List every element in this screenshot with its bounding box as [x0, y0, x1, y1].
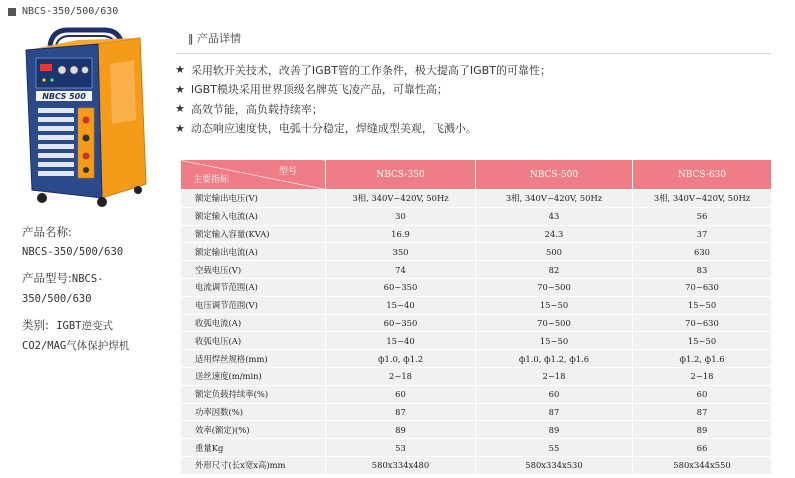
table-row: [181, 225, 772, 243]
product-image: [22, 24, 150, 210]
table-row: [181, 421, 772, 439]
spec-value-cell: 3相, 340V~420V, 50Hz: [326, 190, 476, 208]
spec-value-cell: 15~50: [633, 296, 772, 314]
product-category-block: [22, 315, 167, 356]
table-row: [181, 456, 772, 474]
spec-name-cell: 额定输入电流(A): [181, 207, 326, 225]
feature-item: [175, 99, 551, 119]
feature-text: 高效节能，高负载持续率；: [190, 102, 323, 116]
table-row: [181, 296, 772, 314]
model-title: NBCS-350/500/630: [22, 6, 119, 17]
spec-name-cell: 额定负载持续率(%): [181, 385, 326, 403]
spec-value-cell: 60: [633, 385, 772, 403]
section-bar-icon: ‖: [188, 32, 194, 45]
product-model-block: [22, 268, 167, 309]
spec-value-cell: 580x344x550: [633, 456, 772, 474]
product-name-label: 产品名称:: [22, 225, 72, 239]
star-icon: ★: [175, 102, 185, 116]
spec-value-cell: 630: [633, 243, 772, 261]
spec-value-cell: 2~18: [633, 367, 772, 385]
spec-value-cell: 60: [476, 385, 633, 403]
spec-value-cell: 580x334x480: [326, 456, 476, 474]
panel-brand-text: NBCS 500: [42, 92, 86, 101]
spec-value-cell: 70~630: [633, 278, 772, 296]
spec-value-cell: 15~50: [476, 296, 633, 314]
model-header: NBCS-630: [633, 160, 772, 190]
spec-name-cell: 重量Kg: [181, 439, 326, 457]
spec-value-cell: 2~18: [326, 367, 476, 385]
spec-value-cell: 2~18: [476, 367, 633, 385]
spec-name-cell: 收弧电流(A): [181, 314, 326, 332]
spec-name-cell: 外形尺寸(长x宽x高)mm: [181, 456, 326, 474]
spec-value-cell: 53: [326, 439, 476, 457]
spec-value-cell: 24.3: [476, 225, 633, 243]
feature-text: 采用软开关技术，改善了IGBT管的工作条件，极大提高了IGBT的可靠性；: [190, 63, 551, 77]
spec-value-cell: 82: [476, 261, 633, 279]
product-category-label: 类别:: [22, 318, 49, 332]
spec-value-cell: 3相, 340V~420V, 50Hz: [476, 190, 633, 208]
star-icon: ★: [175, 121, 185, 135]
product-category-value-2: CO2/MAG气体保护焊机: [22, 340, 130, 352]
spec-name-cell: 空载电压(V): [181, 261, 326, 279]
spec-value-cell: 15~50: [633, 332, 772, 350]
spec-value-cell: 60~350: [326, 314, 476, 332]
spec-value-cell: 15~40: [326, 296, 476, 314]
spec-value-cell: 60~350: [326, 278, 476, 296]
header-model-label: 型号: [278, 167, 297, 177]
spec-value-cell: 70~500: [476, 314, 633, 332]
table-row: [181, 367, 772, 385]
star-icon: ★: [175, 63, 185, 77]
spec-value-cell: 43: [476, 207, 633, 225]
product-model-value-1: NBCS-: [71, 273, 104, 285]
title-square-icon: [8, 8, 16, 16]
spec-name-cell: 额定输出电流(A): [181, 243, 326, 261]
spec-value-cell: ф1.0, ф1.2, ф1.6: [476, 350, 633, 368]
spec-value-cell: 3相, 340V~420V, 50Hz: [633, 190, 772, 208]
spec-value-cell: 87: [476, 403, 633, 421]
table-row: [181, 403, 772, 421]
spec-value-cell: 87: [633, 403, 772, 421]
spec-value-cell: ф1.2, ф1.6: [633, 350, 772, 368]
spec-value-cell: 37: [633, 225, 772, 243]
spec-name-cell: 额定输出电压(V): [181, 190, 326, 208]
spec-value-cell: 55: [476, 439, 633, 457]
spec-value-cell: 66: [633, 439, 772, 457]
feature-item: [175, 60, 551, 80]
table-row: [181, 278, 772, 296]
table-row: [181, 243, 772, 261]
header-index-label: 主要指标: [193, 175, 230, 185]
spec-header-corner: [181, 160, 326, 190]
product-model-value-2: 350/500/630: [22, 293, 92, 305]
spec-name-cell: 收弧电压(A): [181, 332, 326, 350]
spec-value-cell: 15~50: [476, 332, 633, 350]
table-row: [181, 439, 772, 457]
feature-text: 动态响应速度快，电弧十分稳定，焊缝成型美观，飞溅小。: [190, 122, 477, 136]
spec-value-cell: 70~630: [633, 314, 772, 332]
product-model-label: 产品型号:: [22, 271, 72, 285]
product-name-block: [22, 222, 167, 262]
spec-value-cell: 30: [326, 207, 476, 225]
spec-value-cell: 70~500: [476, 278, 633, 296]
spec-name-cell: 送丝速度(m/min): [181, 367, 326, 385]
product-name-value: NBCS-350/500/630: [22, 246, 124, 258]
spec-name-cell: 电流调节范围(A): [181, 278, 326, 296]
feature-item: [175, 119, 551, 139]
spec-name-cell: 功率因数(%): [181, 403, 326, 421]
table-row: [181, 207, 772, 225]
table-row: [181, 314, 772, 332]
feature-item: [175, 80, 551, 100]
spec-value-cell: 89: [476, 421, 633, 439]
spec-value-cell: 87: [326, 403, 476, 421]
spec-name-cell: 适用焊丝规格(mm): [181, 350, 326, 368]
product-category-value-1: IGBT逆变式: [56, 320, 113, 332]
section-title-text: 产品详情: [197, 32, 241, 45]
spec-value-cell: 500: [476, 243, 633, 261]
table-row: [181, 261, 772, 279]
spec-table-header-row: [181, 160, 772, 190]
model-header: NBCS-500: [476, 160, 633, 190]
spec-table-body: [181, 190, 772, 475]
spec-value-cell: 60: [326, 385, 476, 403]
section-divider: [176, 53, 771, 54]
table-row: [181, 385, 772, 403]
feature-list: [175, 60, 551, 138]
spec-value-cell: 350: [326, 243, 476, 261]
star-icon: ★: [175, 82, 185, 96]
model-header: NBCS-350: [326, 160, 476, 190]
spec-value-cell: 89: [326, 421, 476, 439]
feature-text: IGBT模块采用世界顶级名牌英飞凌产品，可靠性高；: [190, 83, 448, 97]
spec-value-cell: 580x334x530: [476, 456, 633, 474]
spec-name-cell: 额定输入容量(KVA): [181, 225, 326, 243]
product-info: [22, 222, 167, 362]
spec-value-cell: ф1.0, ф1.2: [326, 350, 476, 368]
page-title: [8, 6, 118, 17]
section-title: [188, 30, 241, 46]
spec-name-cell: 效率(额定)(%): [181, 421, 326, 439]
spec-value-cell: 83: [633, 261, 772, 279]
spec-name-cell: 电压调节范围(V): [181, 296, 326, 314]
table-row: [181, 350, 772, 368]
table-row: [181, 332, 772, 350]
spec-value-cell: 16.9: [326, 225, 476, 243]
spec-table: [180, 159, 772, 475]
spec-value-cell: 74: [326, 261, 476, 279]
spec-value-cell: 56: [633, 207, 772, 225]
spec-value-cell: 15~40: [326, 332, 476, 350]
table-row: [181, 190, 772, 208]
spec-value-cell: 89: [633, 421, 772, 439]
